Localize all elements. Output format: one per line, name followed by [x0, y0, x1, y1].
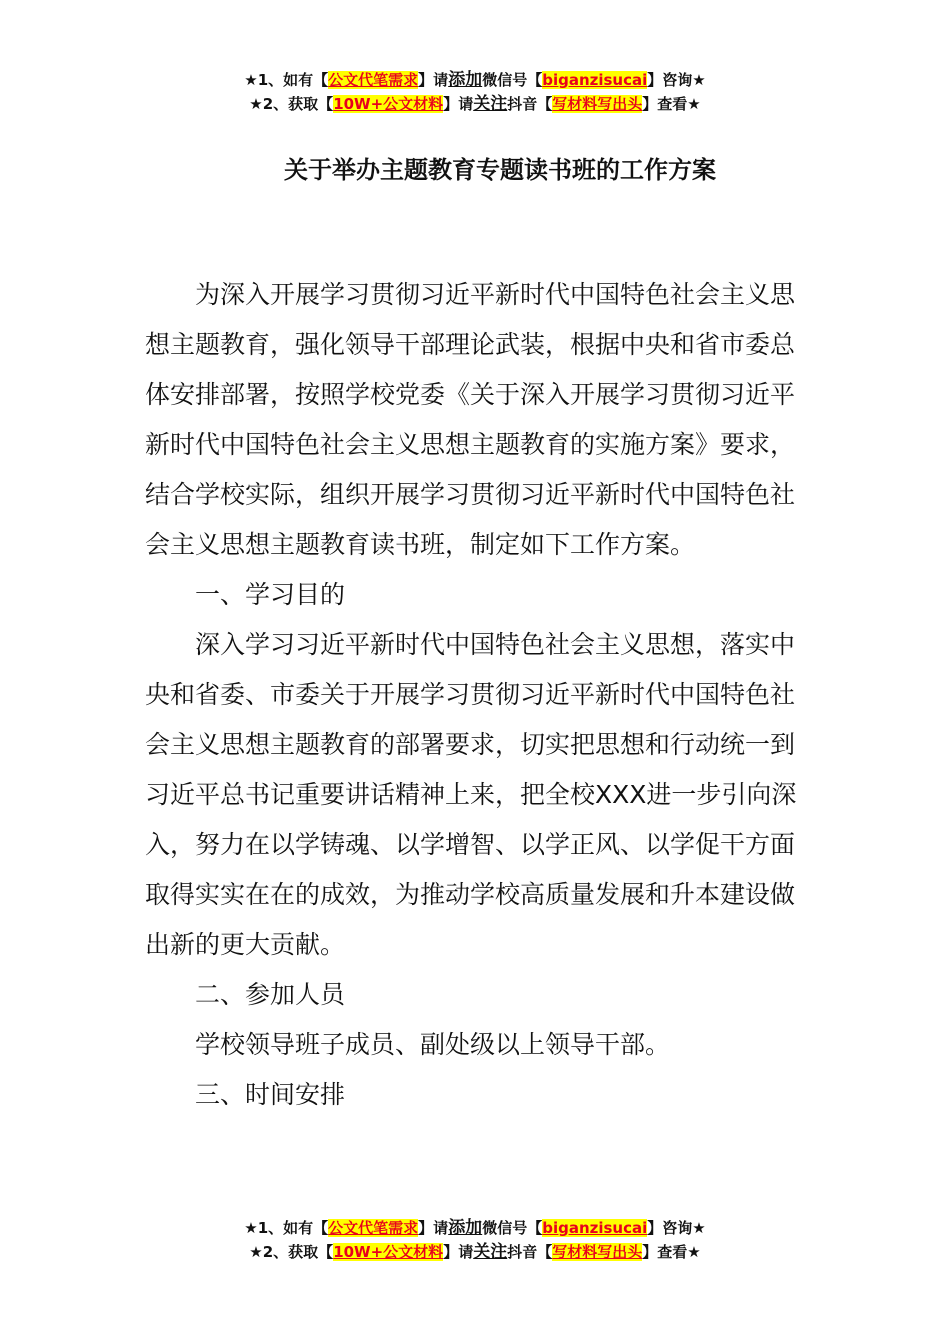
header-notice — [0, 68, 950, 116]
notice-line-1 — [0, 1216, 950, 1240]
notice-text: 】咨询★ — [647, 71, 706, 89]
notice-underlined: 添加 — [448, 1218, 483, 1238]
document-title: 关于举办主题教育专题读书班的工作方案 — [284, 156, 716, 184]
heading-learning-goal: 一、学习目的 — [195, 580, 346, 609]
notice-text: 】请 — [443, 1243, 474, 1261]
document-body — [145, 270, 800, 1120]
notice-line-2 — [0, 1240, 950, 1264]
notice-text: 微信号【 — [482, 1219, 543, 1237]
footer-notice — [0, 1216, 950, 1264]
notice-underlined: 关注 — [473, 1242, 508, 1262]
heading-participants: 二、参加人员 — [195, 980, 346, 1009]
notice-highlight: 公文代笔需求 — [328, 71, 419, 89]
notice-highlight: 10W+公文材料 — [333, 1243, 444, 1261]
notice-text: ★2、获取【 — [249, 1243, 334, 1261]
notice-text: 微信号【 — [482, 71, 543, 89]
notice-text: 抖音【 — [507, 1243, 553, 1261]
heading-schedule: 三、时间安排 — [195, 1080, 346, 1109]
notice-text: 】查看★ — [642, 1243, 701, 1261]
notice-text: 】请 — [418, 1219, 449, 1237]
notice-text: ★1、如有【 — [244, 71, 329, 89]
notice-text: 】查看★ — [642, 95, 701, 113]
notice-line-1 — [0, 68, 950, 92]
paragraph-intro: 为深入开展学习贯彻习近平新时代中国特色社会主义思想主题教育，强化领导干部理论武装，根据中央和省市委总体安排部署，按照学校党委《关于深入开展学习贯彻习近平新时代中国特色社会主义思想主题教育的实施方案》要求，结合学校实际，组织开展学习贯彻习近平新时代中国特色社会主义思想主题教育读书班，制定如下工作方案。 — [145, 280, 796, 559]
notice-text: ★2、获取【 — [249, 95, 334, 113]
notice-douyin-id: 写材料写出头 — [552, 95, 643, 113]
paragraph-learning-goal: 深入学习习近平新时代中国特色社会主义思想，落实中央和省委、市委关于开展学习贯彻习近平新时代中国特色社会主义思想主题教育的部署要求，切实把思想和行动统一到习近平总书记重要讲话精神上来，把全校XXX进一步引向深入，努力在以学铸魂、以学增智、以学正风、以学促干方面取得实实在在的成效，为推动学校高质量发展和升本建设做出新的更大贡献。 — [145, 630, 797, 959]
notice-text: ★1、如有【 — [244, 1219, 329, 1237]
notice-text: 】请 — [418, 71, 449, 89]
notice-text: 】请 — [443, 95, 474, 113]
notice-line-2 — [0, 92, 950, 116]
notice-text: 抖音【 — [507, 95, 553, 113]
notice-highlight: 10W+公文材料 — [333, 95, 444, 113]
notice-text: 】咨询★ — [647, 1219, 706, 1237]
notice-highlight: 公文代笔需求 — [328, 1219, 419, 1237]
notice-douyin-id: 写材料写出头 — [552, 1243, 643, 1261]
notice-underlined: 添加 — [448, 70, 483, 90]
notice-underlined: 关注 — [473, 94, 508, 114]
paragraph-participants: 学校领导班子成员、副处级以上领导干部。 — [195, 1030, 671, 1059]
notice-wechat-id: biganzisucai — [542, 71, 648, 89]
notice-wechat-id: biganzisucai — [542, 1219, 648, 1237]
